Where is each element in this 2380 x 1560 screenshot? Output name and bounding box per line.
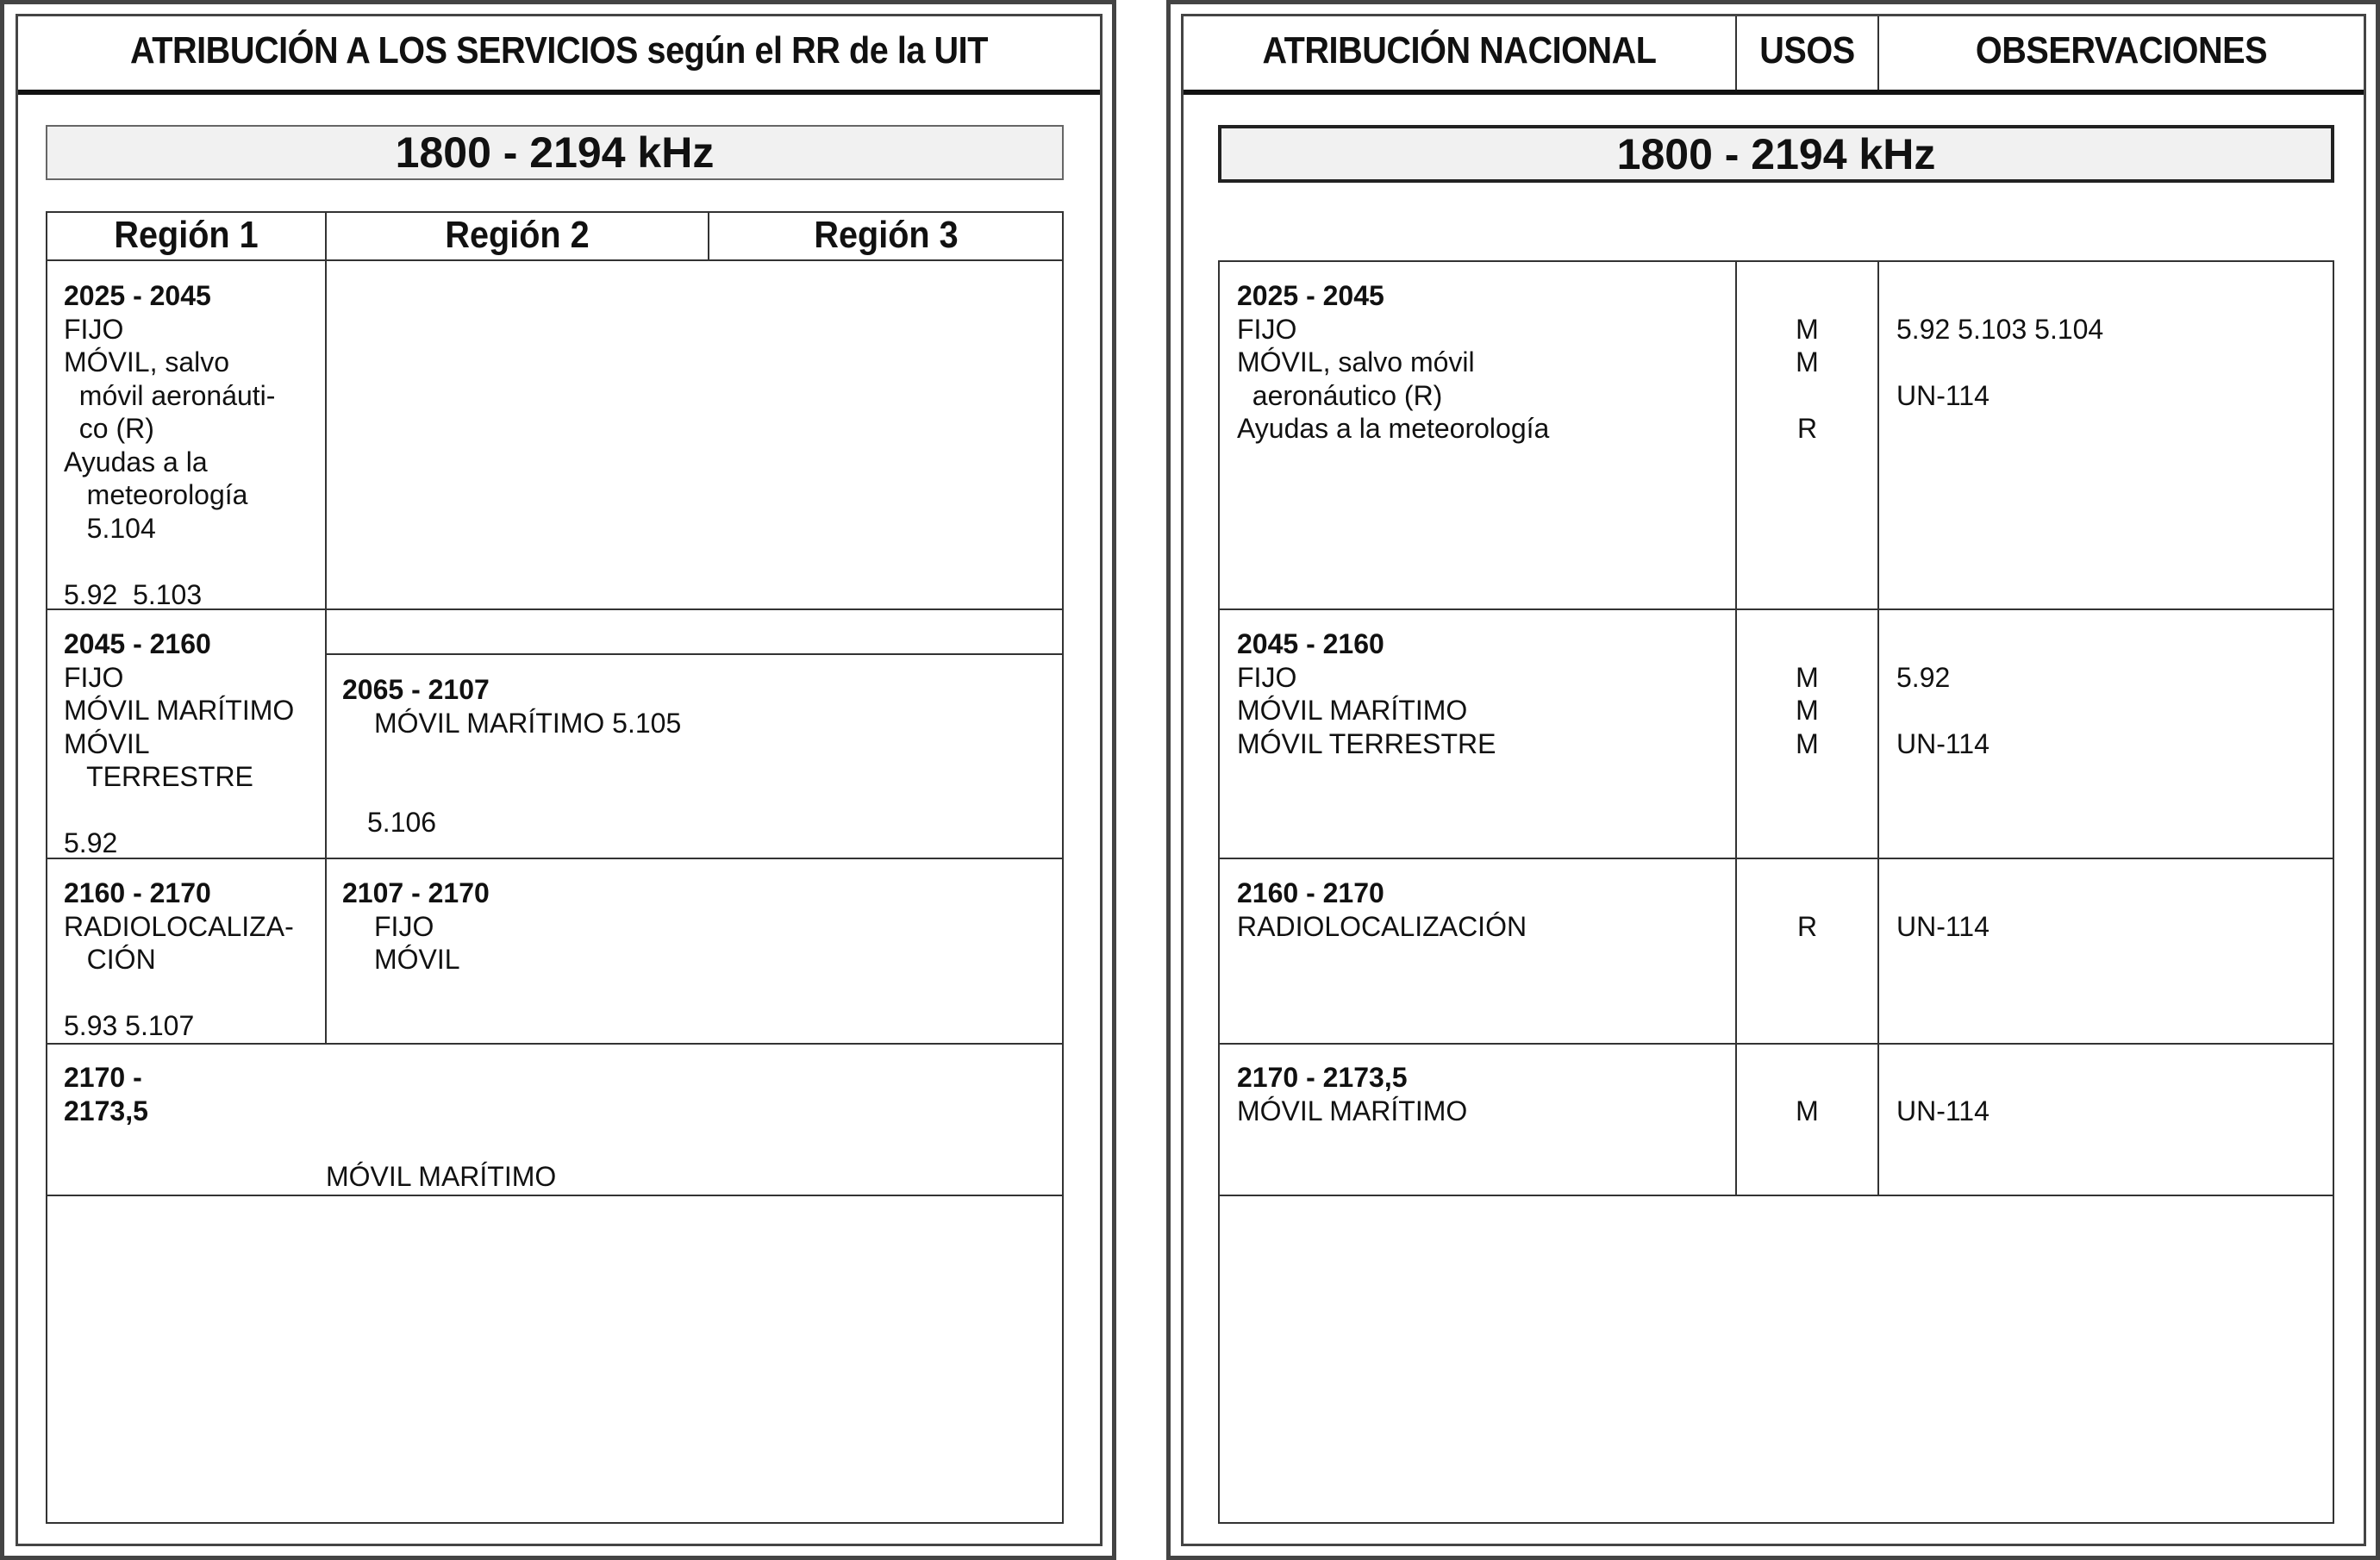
service-line (64, 977, 294, 1010)
r23-cell-2065-2107 (342, 673, 681, 739)
region-1-header: Región 1 (114, 214, 259, 256)
r1-cell-2160-2170 (64, 877, 294, 1043)
row-line-2170 (47, 1043, 1063, 1045)
usos-value: M (1796, 727, 1819, 759)
service-line: MÓVIL MARÍTIMO (1237, 1095, 1468, 1126)
observation-value (1896, 412, 2103, 446)
obs-cell (1896, 313, 2103, 446)
usos-cell (1737, 313, 1877, 446)
service-line: RADIOLOCALIZA- (64, 910, 294, 942)
service-line: FIJO (64, 313, 124, 345)
service-line: Ayudas a la meteorología (1237, 413, 1550, 444)
usos-value: M (1796, 313, 1819, 345)
service-line: RADIOLOCALIZACIÓN (1237, 910, 1527, 942)
observation-value: UN-114 (1896, 379, 1990, 411)
service-line: móvil aeronáuti- (64, 379, 276, 411)
region-header-line (47, 259, 1063, 261)
service-line: MÓVIL (64, 727, 150, 759)
frequency-range: 2045 - 2160 (64, 628, 211, 659)
observation-value: UN-114 (1896, 1095, 1990, 1126)
usos-value: M (1796, 346, 1819, 378)
service-line: MÓVIL TERRESTRE (1237, 727, 1496, 759)
service-line: aeronáutico (R) (1237, 379, 1443, 411)
observation-value: UN-114 (1896, 910, 1990, 942)
service-line: CIÓN (64, 944, 156, 975)
header-divider-2 (1877, 16, 1879, 90)
obs-cell (1896, 661, 1990, 761)
usos-cell (1737, 661, 1877, 761)
usos-value (1737, 379, 1877, 413)
right-header-divider (1184, 90, 2364, 95)
service-line: FIJO (64, 661, 124, 693)
header-divider-1 (1735, 16, 1737, 90)
usos-value: R (1796, 413, 1818, 444)
service-line: MÓVIL (374, 944, 460, 975)
national-row-line-2 (1219, 858, 2333, 859)
usos-value: M (1796, 661, 1819, 693)
service-line: FIJO (1237, 313, 1297, 345)
service-line: MÓVIL MARÍTIMO 5.105 (374, 707, 682, 739)
region-1-divider (325, 212, 327, 1045)
national-allocation-header: ATRIBUCIÓN NACIONAL (1262, 29, 1657, 72)
row-line-2065 (326, 653, 1063, 655)
obs-column-divider (1877, 261, 1879, 1196)
left-header-divider (18, 90, 1100, 95)
usos-value: M (1796, 695, 1819, 726)
all-regions-cell-2170-2173 (64, 1061, 148, 1127)
footnote-line: 5.93 5.107 (64, 1010, 195, 1041)
frequency-range: 2025 - 2045 (1237, 280, 1384, 311)
region-2-header: Región 2 (445, 214, 590, 256)
frequency-range: 2107 - 2170 (342, 877, 490, 908)
footnote-line: 5.92 5.103 (64, 578, 203, 610)
frequency-range: 2025 - 2045 (64, 280, 211, 311)
frequency-range: 2170 - (64, 1062, 142, 1093)
national-row-line-1 (1219, 608, 2333, 610)
service-line: MÓVIL MARÍTIMO (64, 695, 295, 726)
national-row-2170-2173 (1237, 1061, 1467, 1127)
service-line: 5.104 (64, 512, 156, 544)
service-line: MÓVIL MARÍTIMO (1237, 695, 1468, 726)
service-line: MÓVIL MARÍTIMO (326, 1161, 557, 1192)
service-line: FIJO (374, 910, 434, 942)
national-row-line-4 (1219, 1195, 2333, 1196)
region-3-header: Región 3 (814, 214, 959, 256)
frequency-range: 2065 - 2107 (342, 674, 490, 705)
usos-value: M (1796, 1095, 1819, 1126)
r1-cell-2025-2045 (64, 279, 275, 611)
service-line (64, 545, 275, 578)
service-line: MÓVIL, salvo (64, 346, 230, 378)
observation-value: UN-114 (1896, 727, 1990, 759)
national-row-2025-2045 (1237, 279, 1549, 446)
usos-value: R (1796, 910, 1818, 942)
left-band-title: 1800 - 2194 kHz (46, 125, 1064, 180)
service-line: Ayudas a la (64, 446, 208, 477)
national-row-2160-2170 (1237, 877, 1527, 943)
observation-value: 5.92 5.103 5.104 (1896, 313, 2104, 345)
frequency-range: 2160 - 2170 (1237, 877, 1384, 908)
service-line: co (R) (64, 413, 154, 444)
frequency-range: 2160 - 2170 (64, 877, 211, 908)
national-row-2045-2160 (1237, 627, 1496, 760)
observation-value (1896, 694, 1990, 727)
frequency-range: 2170 - 2173,5 (1237, 1062, 1408, 1093)
row-line-end (47, 1195, 1063, 1196)
r23-cell-2107-2170 (342, 877, 490, 977)
service-line: meteorología (64, 479, 248, 510)
region-2-3-divider (708, 212, 709, 261)
footnote-line: 5.106 (367, 807, 437, 838)
right-band-title: 1800 - 2194 kHz (1218, 125, 2334, 183)
left-page-title: ATRIBUCIÓN A LOS SERVICIOS según el RR de la UIT (130, 29, 988, 72)
observaciones-header: OBSERVACIONES (1975, 29, 2268, 72)
service-line: FIJO (1237, 661, 1297, 693)
national-row-line-3 (1219, 1043, 2333, 1045)
usos-header: USOS (1759, 29, 1855, 72)
frequency-range: 2173,5 (64, 1095, 148, 1126)
service-line: MÓVIL, salvo móvil (1237, 346, 1475, 378)
service-line: TERRESTRE (64, 761, 253, 792)
observation-value (1896, 346, 2103, 379)
observation-value: 5.92 (1896, 661, 1951, 693)
footnote-line: 5.92 (64, 827, 118, 858)
frequency-range: 2045 - 2160 (1237, 628, 1384, 659)
service-line (64, 794, 294, 827)
r1-cell-2045-2160 (64, 627, 294, 860)
